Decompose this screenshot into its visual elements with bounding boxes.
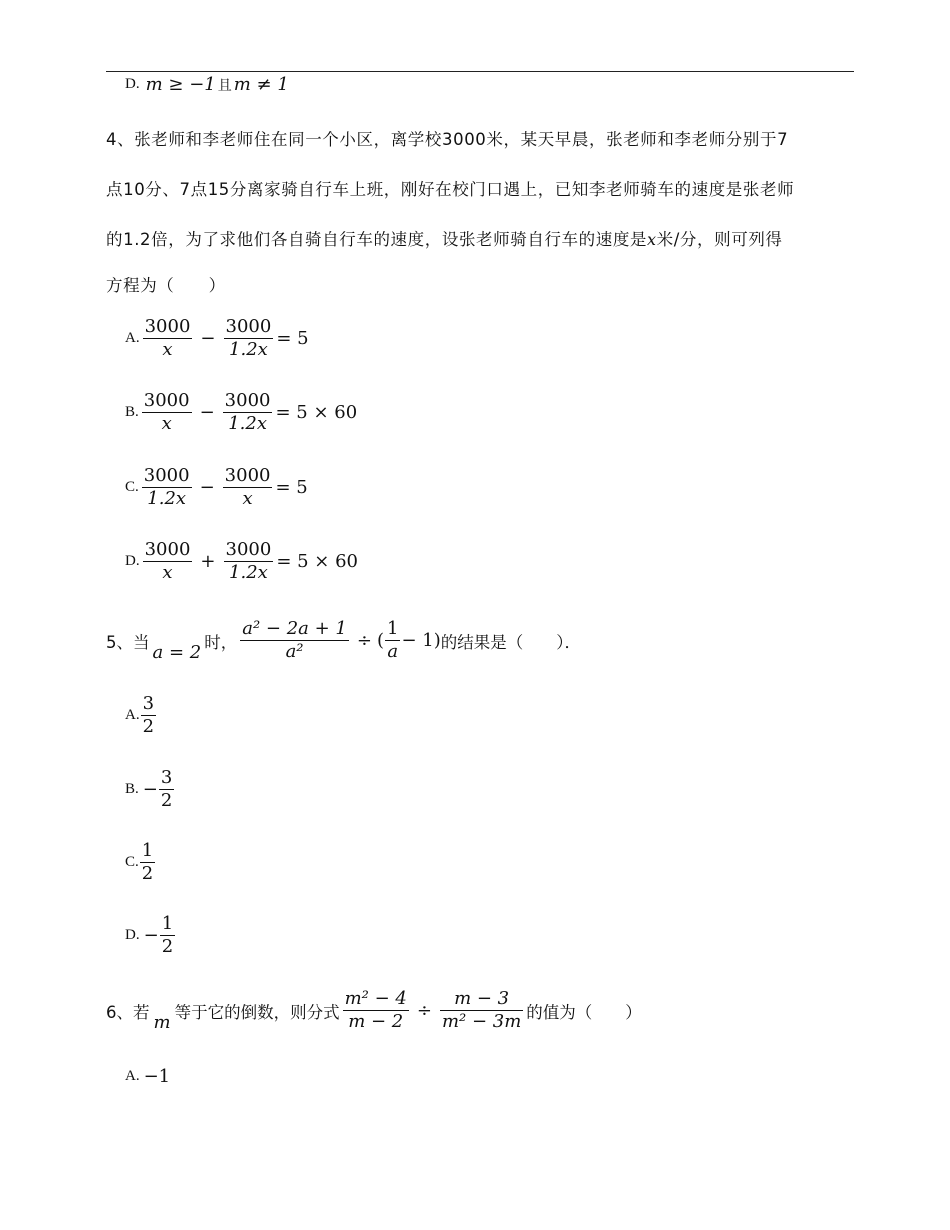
- q4-line-1: [106, 126, 788, 150]
- option-label: C.: [125, 479, 139, 495]
- equation-rhs: = 5 × 60: [276, 551, 358, 572]
- fraction: $\frac{1}{a}$: [386, 618, 399, 662]
- q5-option-a: [125, 693, 159, 738]
- option-label: D.: [125, 553, 140, 569]
- question-text: 当: [133, 632, 150, 652]
- fraction: $\frac{3000}{1.2x}$: [225, 539, 272, 583]
- variable: m: [153, 1012, 171, 1033]
- option-math: m ≥ −1: [145, 74, 216, 95]
- q4-line-4: 方程为（ ）: [106, 276, 226, 295]
- variable: x: [647, 230, 657, 249]
- question-text: 等于它的倒数，则分式: [174, 1002, 340, 1022]
- operator: −: [199, 402, 215, 423]
- q4-option-d: [125, 539, 358, 584]
- fraction: $\frac{3000}{x}$: [144, 539, 191, 583]
- fraction: $\frac{3}{2}$: [142, 693, 155, 737]
- option-label: A.: [125, 707, 140, 723]
- fraction: $\frac{\text{a² − 2a + 1}}{\text{a²}}$: [242, 618, 347, 662]
- q4-line-2: 点10分、7点15分离家骑自行车上班，刚好在校门口遇上，已知李老师骑车的速度是张老师: [106, 180, 795, 199]
- option-label: A.: [125, 330, 140, 346]
- q4-option-a: [125, 316, 309, 361]
- fraction: $\frac{3000}{1.2x}$: [143, 465, 190, 509]
- question-number: 4、: [106, 130, 135, 149]
- operator: ÷: [416, 1000, 432, 1021]
- question-text: 米/分，则可列得: [656, 230, 783, 249]
- question-text: 张老师和李老师住在同一个小区，离学校3000米，某天早晨，张老师和李老师分别于7: [134, 130, 789, 149]
- q5-stem: [106, 618, 581, 663]
- equation-rhs: = 5: [276, 328, 309, 349]
- q5-option-b: [125, 767, 177, 812]
- sign: −: [142, 779, 158, 800]
- question-number: 5、: [106, 632, 133, 652]
- q6-option-a: [125, 1066, 170, 1087]
- q5-option-c: [125, 840, 158, 885]
- equation-rhs: = 5: [275, 477, 308, 498]
- sign: −: [143, 925, 159, 946]
- option-label: B.: [125, 781, 139, 797]
- operator: −: [200, 328, 216, 349]
- paren: (: [376, 630, 384, 651]
- fraction: $\frac{3000}{x}$: [224, 465, 271, 509]
- option-math: m ≠ 1: [233, 74, 289, 95]
- q5-option-d: [125, 913, 178, 958]
- fraction: $\frac{1}{2}$: [141, 840, 154, 884]
- fraction: $\frac{3000}{x}$: [144, 316, 191, 360]
- option-connector: 且: [217, 77, 232, 94]
- question-text: 的值为（ ）: [526, 1002, 642, 1022]
- option-label: D.: [125, 927, 140, 943]
- operator: −: [199, 477, 215, 498]
- fraction: $\frac{1}{2}$: [161, 913, 174, 957]
- q6-stem: [106, 988, 642, 1033]
- option-label: D.: [125, 76, 140, 92]
- operator: ÷: [356, 630, 372, 651]
- math-text: − 1): [401, 630, 441, 651]
- equation-rhs: = 5 × 60: [275, 402, 358, 423]
- question-text: 若: [133, 1002, 150, 1022]
- option-label: C.: [125, 854, 139, 870]
- fraction: $\frac{3}{2}$: [160, 767, 173, 811]
- question-number: 6、: [106, 1002, 133, 1022]
- option-label: B.: [125, 404, 139, 420]
- question-text: 的结果是（ ）．: [440, 632, 581, 652]
- question-text: 时，: [204, 632, 238, 652]
- operator: +: [200, 551, 216, 572]
- top-divider: [106, 71, 854, 72]
- condition-math: a = 2: [152, 642, 202, 663]
- fraction: $\frac{m - 3}{\text{m² − 3m}}$: [441, 988, 522, 1032]
- q4-line-3: [106, 226, 783, 250]
- question-text: 的1.2倍，为了求他们各自骑自行车的速度，设张老师骑自行车的速度是: [106, 230, 648, 249]
- option-value: −1: [143, 1066, 171, 1087]
- fraction: $\frac{\text{m² − 4}}{m - 2}$: [344, 988, 407, 1032]
- option-label: A.: [125, 1068, 140, 1084]
- q4-option-b: [125, 390, 357, 435]
- fraction: $\frac{3000}{x}$: [143, 390, 190, 434]
- q4-option-c: [125, 465, 308, 510]
- fraction: $\frac{3000}{1.2x}$: [225, 316, 272, 360]
- fraction: $\frac{3000}{1.2x}$: [224, 390, 271, 434]
- prev-option-d: [125, 74, 289, 95]
